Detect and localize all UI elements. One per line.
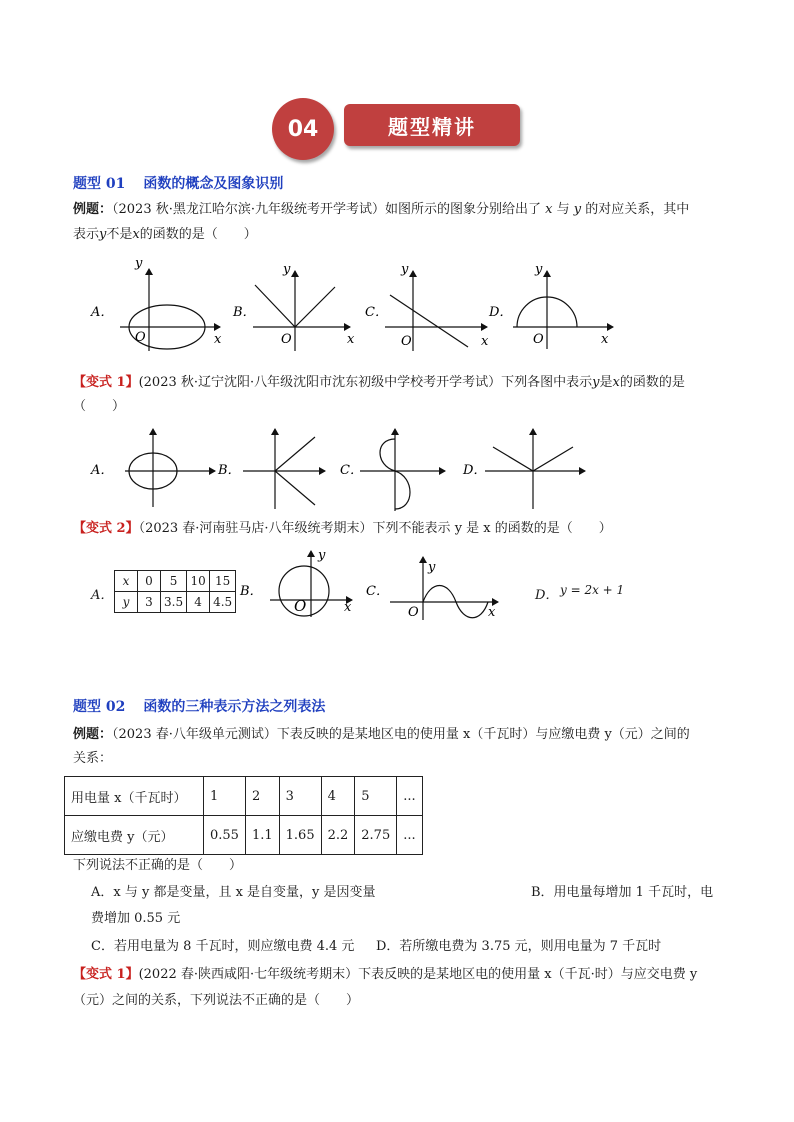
example-text-2: 的对应关系，其中 (585, 202, 690, 217)
axis-x-label-d: x (601, 332, 609, 347)
electricity-table (64, 776, 423, 855)
v2-option-d-formula: y = 2x + 1 (560, 583, 625, 597)
variant-1-tag: 【变式 1】 (73, 375, 139, 390)
section-banner-title: 题型精讲 (344, 104, 520, 146)
table-cell: 3 (138, 592, 161, 613)
option-d-label: D． (489, 305, 513, 320)
variant-1-graphs (85, 425, 605, 515)
variant-1-text (73, 372, 743, 394)
v2-origin-label-b: O (294, 597, 307, 615)
example-line2-c: 的函数的是（ ） (139, 227, 257, 242)
v2-axis-y-label-b: y (318, 548, 326, 563)
example-2-text-1: （2023 春·八年级单元测试）下表反映的是某地区电的使用量 x（千瓦时）与应缴电费 y（元）之间的 (112, 727, 690, 742)
axis-x-label-c: x (481, 334, 489, 349)
section-1-title: 函数的概念及图象识别 (143, 176, 284, 192)
axis-x-label-b: x (347, 332, 355, 347)
var-x-2: x (132, 227, 140, 242)
table-cell: 5 (355, 777, 397, 816)
v1-option-d-label: D． (463, 463, 487, 478)
table-cell: x (115, 571, 138, 592)
table-cell: 1.65 (279, 816, 321, 855)
variant-1-text-c: 的函数的是 (619, 375, 685, 390)
example-2-text-2: 关系： (73, 751, 113, 766)
example-line2-b: 不是 (106, 227, 133, 242)
example-2-lead: 例题： (73, 727, 113, 742)
example-2-option-a: A．x 与 y 都是变量，且 x 是自变量，y 是因变量 (91, 885, 376, 900)
var-x: x (545, 202, 553, 217)
table-cell: 4.5 (210, 592, 236, 613)
axis-y-label-c: y (401, 262, 409, 277)
section-2-heading (73, 696, 343, 716)
option-c-label: C． (365, 305, 388, 320)
table-row (65, 816, 423, 855)
table-row (115, 592, 236, 613)
var-y-3: y (592, 375, 600, 390)
v2-option-d-label: D． (535, 588, 559, 603)
v1-option-a-label: A． (91, 463, 114, 478)
variant-1-paren: （ ） (73, 399, 126, 414)
option-b-label: B． (233, 305, 256, 320)
example-1-text (73, 199, 733, 221)
table-cell: 2.2 (321, 816, 355, 855)
example-2-text (73, 724, 743, 746)
variant-2-1-text-2: （元）之间的关系，下列说法不正确的是（ ） (73, 993, 360, 1008)
axis-y-label-a: y (135, 256, 143, 271)
v2-option-b-label: B． (240, 584, 263, 599)
section-2-label: 题型 02 (73, 699, 126, 715)
table-cell: ... (397, 777, 422, 816)
variant-2-text (73, 518, 743, 540)
v2-option-c-label: C． (366, 584, 389, 599)
example-line2-a: 表示 (73, 227, 100, 242)
v2-axis-x-label-b: x (344, 600, 352, 615)
example-2-option-c: C．若用电量为 8 千瓦时，则应缴电费 4.4 元 (91, 939, 355, 954)
variant-2-body: （2023 春·河南驻马店·八年级统考期末）下列不能表示 y 是 x 的函数的是（ ） (138, 521, 612, 536)
v1-option-c-label: C． (340, 463, 363, 478)
table-cell: 0 (138, 571, 161, 592)
example-lead: 例题： (73, 202, 113, 217)
table-cell: 3.5 (161, 592, 187, 613)
var-y: y (573, 202, 582, 217)
section-1-heading (73, 173, 301, 193)
table-cell: 用电量 x（千瓦时） (65, 777, 204, 816)
table-cell: 2 (245, 777, 279, 816)
variant-2-1-tag: 【变式 1】 (73, 967, 139, 982)
origin-label-b: O (281, 332, 292, 347)
table-cell: 1.1 (245, 816, 279, 855)
table-cell: 应缴电费 y（元） (65, 816, 204, 855)
variant-2-graphs (236, 545, 506, 620)
var-x-3: x (612, 375, 620, 390)
axis-y-label-d: y (535, 262, 543, 277)
table-row (65, 777, 423, 816)
origin-label-a: O (135, 330, 146, 345)
table-cell: 4 (321, 777, 355, 816)
table-row (115, 571, 236, 592)
origin-label-d: O (533, 332, 544, 347)
example-1-graphs (85, 255, 645, 355)
example-2-option-b: B．用电量每增加 1 千瓦时，电 (531, 885, 714, 900)
example-2-option-d: D．若所缴电费为 3.75 元，则用电量为 7 千瓦时 (376, 939, 662, 954)
option-a-label: A． (91, 305, 114, 320)
example-1-text-line2 (73, 224, 257, 246)
table-cell: 10 (187, 571, 210, 592)
v2-axis-x-label-c: x (488, 605, 496, 620)
word-and: 与 (556, 202, 570, 217)
table-cell: 3 (279, 777, 321, 816)
axis-x-label-a: x (214, 332, 222, 347)
variant-2-tag: 【变式 2】 (73, 521, 139, 536)
table-cell: ... (397, 816, 422, 855)
v2-axis-y-label-c: y (428, 560, 436, 575)
table-cell: 5 (161, 571, 187, 592)
section-number-badge: 04 (272, 98, 334, 160)
variant-1-text-b: 是 (599, 375, 613, 390)
v1-option-b-label: B． (218, 463, 241, 478)
table-cell: 15 (210, 571, 236, 592)
example-text-1: （2023 秋·黑龙江哈尔滨·九年级统考开学考试）如图所示的图象分别给出了 (112, 202, 541, 217)
variant-1-text-a: (2023 秋·辽宁沈阳·八年级沈阳市沈东初级中学校考开学考试）下列各图中表示 (138, 375, 593, 390)
example-2-option-b-cont: 费增加 0.55 元 (91, 911, 181, 926)
origin-label-c: O (401, 334, 412, 349)
table-cell: 2.75 (355, 816, 397, 855)
v2-option-a-label: A． (91, 588, 114, 603)
variant-2-1-body: (2022 春·陕西咸阳·七年级统考期末）下表反映的是某地区电的使用量 x（千瓦·时）与应交电费 y (138, 967, 698, 982)
axis-y-label-b: y (283, 262, 291, 277)
v2-origin-label-c: O (408, 605, 419, 620)
table-cell: 4 (187, 592, 210, 613)
v2-value-table (114, 570, 236, 613)
table-cell: 0.55 (204, 816, 246, 855)
section-1-label: 题型 01 (73, 176, 126, 192)
example-2-question: 下列说法不正确的是（ ） (73, 858, 243, 873)
table-cell: 1 (204, 777, 246, 816)
table-cell: y (115, 592, 138, 613)
section-2-title: 函数的三种表示方法之列表法 (143, 699, 326, 715)
variant-2-1-text (73, 964, 743, 986)
var-y-2: y (99, 227, 107, 242)
